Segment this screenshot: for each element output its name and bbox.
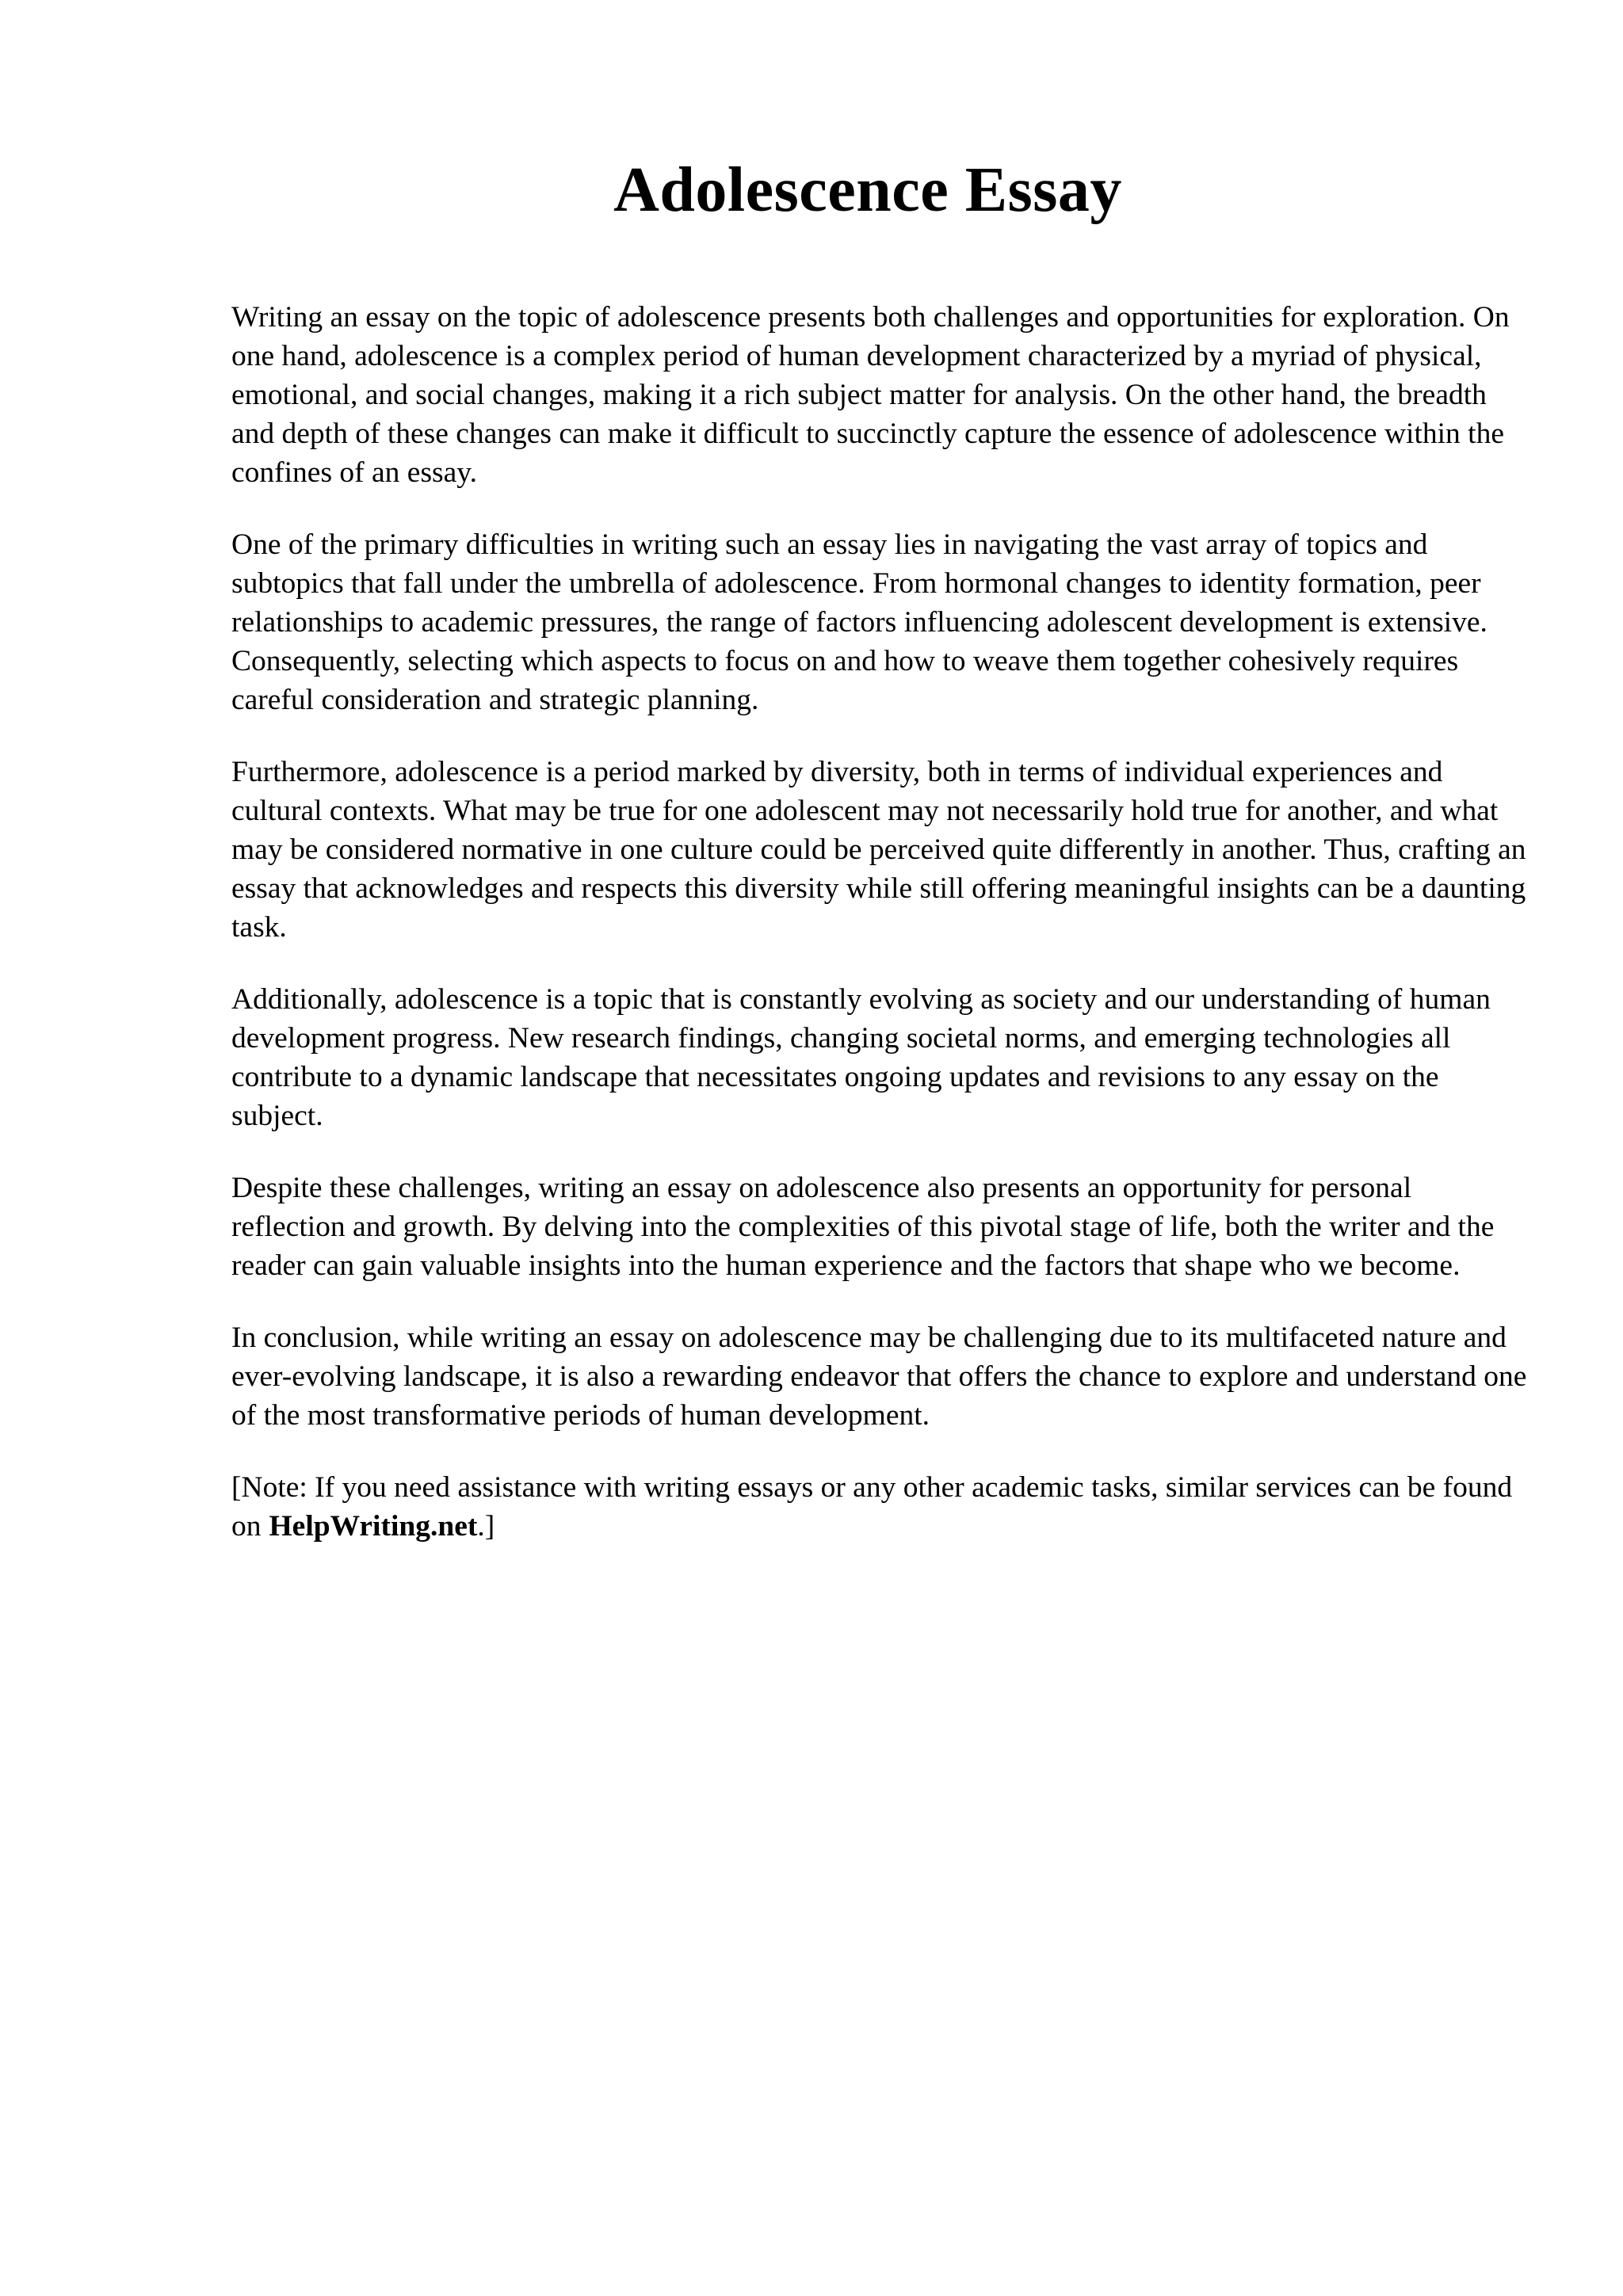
paragraph-1: Writing an essay on the topic of adolescence presents both challenges and opportunities for exploration. On one hand, adolescence is a complex period of human development characterized by a myriad of physical, emotional, and social changes, making it a rich subject matter for analysis. On the other hand, the breadth and depth of these changes can make it difficult to succinctly capture the essence of adolescence within the confines of an essay. — [231, 301, 1510, 489]
note-paragraph — [231, 1468, 1531, 1546]
note-prefix: [Note: If you need assistance with writing essays or any other academic tasks, similar services can be found on — [231, 1471, 1513, 1543]
paragraph-5: Despite these challenges, writing an essay on adolescence also presents an opportunity for personal reflection and growth. By delving into the complexities of this pivotal stage of life, both the writer and the reader can gain valuable insights into the human experience and the factors that shape who we become. — [231, 1172, 1495, 1282]
document-title: Adolescence Essay — [613, 155, 1122, 225]
paragraph-4: Additionally, adolescence is a topic that is constantly evolving as society and our understanding of human development progress. New research findings, changing societal norms, and emerging technologies all contribute to a dynamic landscape that necessitates ongoing updates and revisions to any essay on the subject. — [231, 983, 1491, 1132]
helpwriting-link[interactable]: HelpWriting.net — [269, 1510, 478, 1543]
document-body — [231, 298, 1531, 1579]
note-suffix: .] — [477, 1510, 495, 1543]
paragraph-6: In conclusion, while writing an essay on adolescence may be challenging due to its multifaceted nature and ever-evolving landscape, it is also a rewarding endeavor that offers the chance to explore and understand one of the most transformative periods of human development. — [231, 1322, 1527, 1432]
paragraph-2: One of the primary difficulties in writing such an essay lies in navigating the vast array of topics and subtopics that fall under the umbrella of adolescence. From hormonal changes to identity formation, peer relationships to academic pressures, the range of factors influencing adolescent development is extensive. Consequently, selecting which aspects to focus on and how to weave them together cohesively requires careful consideration and strategic planning. — [231, 528, 1487, 716]
paragraph-3: Furthermore, adolescence is a period marked by diversity, both in terms of individual experiences and cultural contexts. What may be true for one adolescent may not necessarily hold true for another, and what may be considered normative in one culture could be perceived quite differently in another. Thus, crafting an essay that acknowledges and respects this diversity while still offering meaningful insights can be a daunting task. — [231, 756, 1526, 944]
